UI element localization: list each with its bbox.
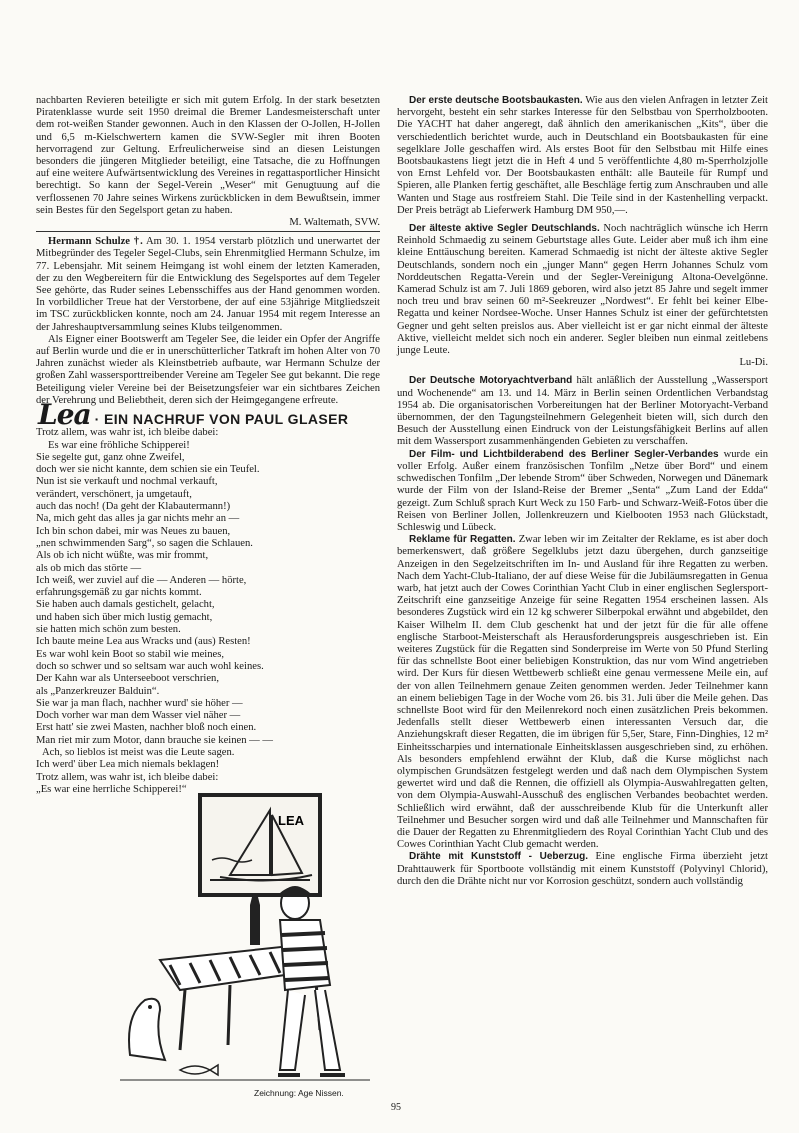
poem-line: Nun ist sie verkauft und nochmal verkauft,: [36, 476, 218, 488]
section-reklame: Reklame für Regatten. Zwar leben wir im Zeitalter der Reklame, es ist aber doch bemerkenswert, daß größere Segelklubs jetzt dazu übergehen, durch ganzseitige Anzeigen in den Segelzeitschriften im In- und Ausland für ihre Regatten zu werben. Nach dem Yacht-Club-Italiano, der auf diese Weise für die Jubiläumsregatten in Genua warb, hat jetzt auch der Cowes Corinthian Yacht Club in einer englischen Seglersport-Zeitschrift eine ganzseitige Anzeige für seine Regatten 1954 erscheinen lassen. Als besonderes Zugstück wird ein 12 kg schwerer Silberpokal erwähnt und abgebildet, den Kaiser Wilhelm II. dem Club geschenkt hat und der jetzt für die für alle offene englische Starboot-Meisterschaft als Herausforderungspreis ausgeschrieben ist. Ein weiteres Zugstück für die Regatten sind Sonderpreise im Werte von 50 Pfund Sterling für das schnellste Boot einer beliebigen Konstruktion, das nur vom Wind angetrieben wird. Der Kurs für diesen Wettbewerb schließt eine genau vermessene Meile ein, auf der von allen Teilnehmern genaue Zeiten genommen werden. Jeder Teilnehmer kann an einem beliebigen Tage in der Woche vom 26. bis 31. Juli über die Meile gehen. Das schnellste Boot wird für den Meilenrekord noch einen zusätzlichen Preis bekommen. Jedenfalls stellt dieser Wettbewerb einen interessanten Versuch dar, die Anziehungskraft dieser Regatten, die im übrigen für 5,5er, Stare, Finn-Dinghies, 12 m² Einheitsscharpies und internationale Einheitsklassen ausgeschrieben sind, zu erhöhen. Als besonders empfehlend erwähnt der Klub, daß die Kurse möglichst nach olympischen Grundsätzen festgelegt werden und daß nach dem Olympischen System gewertet wird und daß die Rennen, die offiziell als Olympia-Auswahlregatten gelten, von dem Olympia-Auswahl-Ausschuß des englischen Verbandes beobachtet werden. Schließlich wird erwähnt, daß der ausschreibende Klub für die Unterkunft aller Teilnehmer und Besucher sorgen wird und daß alle Teilnehmer und Mannschaften für die Dauer der Regatten zu Ehrenmitgliedern des Royal Corinthian Yacht Club und des Cowes Corinthian Yacht Club gemacht werden.: [397, 534, 768, 851]
section-heading: Der Film- und Lichtbilderabend des Berliner Segler-Verbandes: [409, 448, 719, 460]
poem-line: Sie segelte gut, ganz ohne Zweifel,: [36, 451, 185, 463]
obituary-paragraph-2: Als Eigner einer Bootswerft am Tegeler See, die leider ein Opfer der Angriffe auf Berlin wurde und die er in unerschütterlicher Tatkraft im hohen Alter von 70 Jahren zunächst wieder als Kleinstbetrieb aufbaute, war Hermann Schulze der großen Zahl wassersporttreibender Vereine am Tegeler See gut bekannt. Die rege Beteiligung vieler Vereine bei der Beisetzungsfeier war ein sichtbares Zeichen der Verehrung und Beliebtheit, deren sich der Heimgegangene erfreute.: [36, 333, 380, 406]
poem-line: doch so schwer und so seltsam war auch wohl keines.: [36, 660, 264, 672]
section-bootsbaukasten: Der erste deutsche Bootsbaukasten. Wie aus den vielen Anfragen in letzter Zeit hervorgeht, besteht ein sehr starkes Interesse für den Selbstbau von Sperrholzbooten. Die YACHT hat daher angeregt, daß ähnlich den amerikanischen „Kits“, über die verschiedentlich berichtet wurde, auch in Deutschland ein Bootsbaukasten für eine segelklare Jolle geschaffen wird. Als erstes Boot für den Selbstbau mit Hilfe eines Bootsbaukastens liegt jetzt die in Heft 4 und 5 veröffentlichte 4,80 m-Sperrholzjolle von Ernst Lehfeld vor. Der Bootsbaukasten enthält: alle Bauteile für Rumpf und Spieren, alle Planken fertig geschäftet, alle Beschläge fertig zum Anschrauben und alle Wanten und Stage aus rostfreiem Stahl. Die Teile sind in der Kastenhelling verpackt. Der Preis beträgt ab Lieferwerk Hamburg DM 950,—.: [397, 95, 768, 216]
page-number: 95: [391, 1102, 401, 1113]
illustration-caption: Zeichnung: Age Nissen.: [254, 1088, 344, 1098]
bottle-icon: [250, 893, 260, 945]
poem-line: Es war wohl kein Boot so stabil wie meines,: [36, 648, 225, 660]
poem-line: Ich werd' über Lea mich niemals beklagen!: [36, 759, 220, 771]
poem-line: Man riet mir zum Motor, dann brauche sie keinen — —: [36, 734, 273, 746]
section-heading: Der älteste aktive Segler Deutschlands.: [409, 223, 600, 235]
poem-line: als ob mich das störte —: [36, 562, 142, 574]
obituary-heading: Hermann Schulze †.: [48, 236, 143, 248]
section-aeltester-segler: Der älteste aktive Segler Deutschlands. Noch nachträglich wünsche ich Herrn Reinhold Schmaedig zu seinem Geburtstage alles Gute. Leider aber muß ich ihm eine kleine Enttäuschung bereiten. Kamerad Schmaedig ist nicht der älteste aktive Segler Deutschlands, sondern noch ein „junger Mann“ gegen Herrn Johannes Schulz vom Norddeutschen Regatta-Verein und der Segler-Vereinigung Altona-Oevelgönne. Kamerad Schulz ist am 7. Juli 1869 geboren, wird also jetzt 85 Jahre und segelt immer noch treu und brav seinen 60 m²-Seekreuzer „Nordwest“. Er fehlt bei keiner Elbe-Regatta und keiner Nordsee-Woche. Unser Hannes Schulz ist einer der gefürchtetsten Gegner und geht selten preislos aus. Aber vielleicht ist er gar nicht einmal der älteste Aktive, vielleicht meldet sich noch ein anderer. Segler bleiben nun einmal zeitlebens junge Leute.: [397, 223, 769, 357]
poem-line: Ach, so lieblos ist meist was die Leute sagen.: [42, 747, 235, 758]
poem-line: und haben sich über mich lustig gemacht,: [36, 611, 213, 623]
svw-article-end: nachbarten Revieren beteiligte er sich mit gutem Erfolg. In der stark besetzten Piratenklasse wurde seit 1950 dreimal die Bremer Landesmeisterschaft unter dem rot-weißen Stander gewonnen. Auch in den Klassen der O-Jollen, H-Jollen und 6,5 m-Kielschwertern kamen die SVW-Segler mit ihren Booten hervorragend zur Geltung. Erfreulicherweise sind an diesen Leistungen besonders die jüngeren Mitglieder beteiligt, eine Tatsache, die zu Hoffnungen auf eine weitere Aufwärtsentwicklung des Vereines in regattasportlicher Hinsicht berechtigt. So kann der Segel-Verein „Weser“ mit Genugtuung auf die verflossenen 70 Jahre seines Wirkens zurückblicken in dem Bewußtsein, immer sein Bestes für den Segelsport getan zu haben.: [36, 95, 380, 216]
illustration-label: LEA: [278, 813, 304, 828]
poem-line: Trotz allem, was wahr ist, ich bleibe dabei:: [36, 771, 219, 783]
left-column: [36, 95, 380, 796]
poem-line: doch wer sie nicht kannte, dem schien sie ein Teufel.: [36, 464, 260, 476]
section-motoryachtverband: Der Deutsche Motoryachtverband hält anläßlich der Ausstellung „Wassersport und Wochenende“ am 13. und 14. März in Berlin seinen Ordentlichen Verbandstag 1954 ab. Die organisatorischen Vorbereitungen hat der Berliner Motoryacht-Verband übernommen, der den Tagungsteilnehmern Gelegenheit bieten will, sich durch den Besuch der Ausstellung einen Eindruck von der Leistungsfähigkeit Berlins auf allen mit dem Wassersport zusammenhängenden Gebieten zu verschaffen.: [397, 375, 768, 448]
poem-title: [38, 398, 380, 432]
section-heading: Reklame für Regatten.: [409, 534, 516, 546]
section-signature-line: [397, 357, 768, 369]
section-filmabend: Der Film- und Lichtbilderabend des Berliner Segler-Verbandes wurde ein voller Erfolg. Außer einem französischen Tonfilm „Netze über Bord“ und einem schwedischen Tonfilm „Der lebende Strom“ über Schweden, Norwegen und Dänemark wurde der Film von der Island-Reise der Bremer „Senta“ „Zum Land der Edda“ gezeigt. Zum Schluß sprach Kurt Weck zu 150 Farb- und Schwarz-Weiß-Fotos über die Reisen von Berliner Jollen, Jollenkreuzern und Kielbooten 1953 nach Glückstadt, Schleswig und Lübeck.: [397, 448, 768, 533]
sailor-illustration: [120, 785, 370, 1085]
section-heading: Drähte mit Kunststoff - Ueberzug.: [409, 851, 588, 863]
poem-title-script: Lea: [38, 398, 91, 432]
poem-line: Es war eine fröhliche Schipperei!: [48, 439, 190, 451]
poem-line: Ich baute meine Lea aus Wracks und (aus) Resten!: [36, 636, 251, 648]
poem-line: Trotz allem, was wahr ist, ich bleibe dabei:: [36, 427, 219, 439]
poem-line: verändert, verschönert, ja umgetauft,: [36, 488, 192, 500]
right-column: [397, 95, 768, 888]
poem-line: „nen schwimmenden Sarg“, so sagen die Schlauen.: [36, 537, 253, 549]
section-signature: Lu-Di.: [739, 357, 768, 369]
poem-line: sie hatten mich schön zum besten.: [36, 624, 181, 636]
poem-line: Der Kahn war als Unterseeboot verschrien,: [36, 673, 219, 685]
divider: [36, 231, 380, 232]
section-heading: Der Deutsche Motoryachtverband: [409, 375, 573, 387]
poem-line: als „Panzerkreuzer Balduin“.: [36, 685, 160, 697]
seal-icon: [129, 999, 165, 1060]
svw-signature-line: [36, 217, 380, 229]
poem-line: Doch vorher war man dem Wasser viel näher —: [36, 710, 241, 722]
poem-line: Als ob ich nicht wüßte, was mir frommt,: [36, 550, 209, 562]
poem: [36, 427, 380, 796]
poem-line: „Es war eine herrliche Schipperei!“: [36, 783, 187, 795]
poem-title-rest: · EIN NACHRUF VON PAUL GLASER: [94, 411, 349, 428]
poem-line: Sie war ja man flach, nachher wurd' sie höher —: [36, 697, 243, 709]
poem-line: auch das noch! (Da geht der Klabautermann!): [36, 501, 231, 513]
poem-line: erfahrungsgemäß zu gar nichts kommt.: [36, 587, 202, 599]
poem-line: Ich bin schon dabei, mir was Neues zu bauen,: [36, 525, 231, 537]
fish-icon: [180, 1065, 218, 1075]
poem-line: Erst hatt' sie zwei Masten, nachher bloß noch einen.: [36, 722, 257, 734]
section-heading: Der erste deutsche Bootsbaukasten.: [409, 95, 583, 106]
poem-line: Na, mich geht das alles ja gar nichts mehr an —: [36, 513, 240, 525]
poem-line: Sie haben auch damals gestichelt, gelacht,: [36, 599, 215, 611]
section-draehte: Drähte mit Kunststoff - Ueberzug. Eine englische Firma überzieht jetzt Drahttauwerk für Sportboote vollständig mit einem Kunststoff (Polyvinyl Chlorid), durch den die Drähte nicht nur vor Korrosion geschützt, sondern auch vollständig: [397, 851, 768, 887]
svw-signature: M. Waltemath, SVW.: [289, 217, 380, 229]
poem-line: Ich weiß, wer zuviel auf die — Anderen — hörte,: [36, 574, 247, 586]
obituary-paragraph-1: Hermann Schulze †. Am 30. 1. 1954 verstarb plötzlich und unerwartet der Mitbegründer des Tegeler Segel-Clubs, sein Ehrenmitglied Hermann Schulze, im 77. Lebensjahr. Mit seinem Heimgang ist wohl einem der letzten Kameraden, der zu den Wegbereitern für die Entwicklung des Segelsportes auf dem Tegeler See gehörte, das Ruder seines Lebensschiffes aus der Hand genommen worden. In vorbildlicher Treue hat der Verstorbene, der auf eine 53jährige Mitgliedszeit im TSC zurückblicken konnte, noch am 24. Januar 1954 mit regem Interesse an der Jahreshauptversammlung seines Klubs teilgenommen.: [36, 236, 380, 333]
